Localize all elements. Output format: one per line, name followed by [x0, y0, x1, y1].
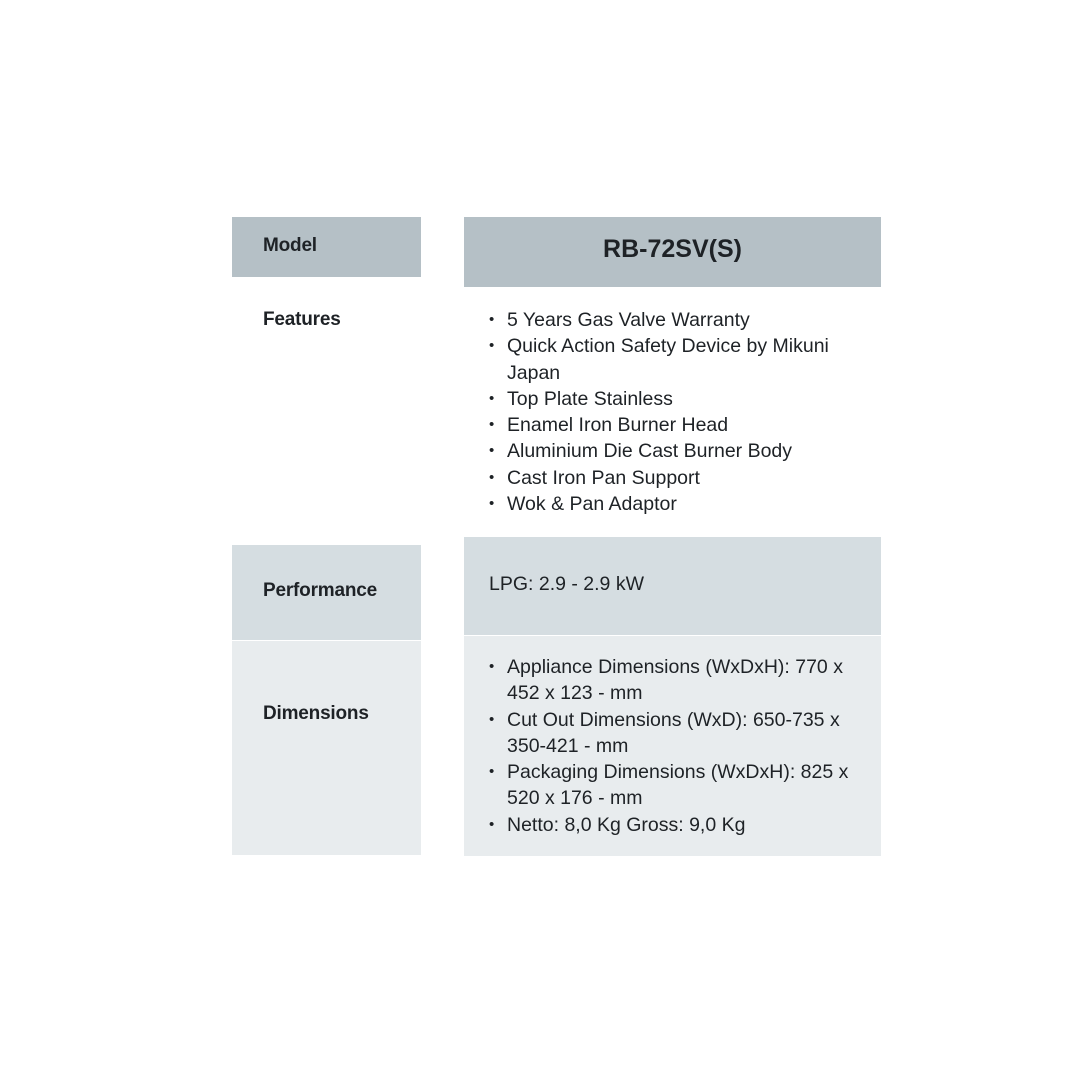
features-label: Features: [263, 309, 341, 330]
performance-label-cell: [232, 545, 421, 640]
list-item: • Cut Out Dimensions (WxD): 650-735 x 350-421 - mm: [489, 707, 874, 760]
performance-value-cell: [464, 537, 881, 635]
features-list: [489, 307, 874, 517]
list-item: • Aluminium Die Cast Burner Body: [489, 438, 874, 464]
model-label-cell: [232, 217, 421, 277]
list-item: • Top Plate Stainless: [489, 386, 874, 412]
model-value-cell: [464, 217, 881, 287]
performance-label: Performance: [263, 580, 377, 601]
dimensions-list: [489, 654, 874, 838]
list-item: • Cast Iron Pan Support: [489, 465, 874, 491]
dimensions-value-cell: [464, 636, 881, 856]
list-item: • Netto: 8,0 Kg Gross: 9,0 Kg: [489, 812, 874, 838]
list-item: • Packaging Dimensions (WxDxH): 825 x 520 x 176 - mm: [489, 759, 874, 812]
list-item: • Wok & Pan Adaptor: [489, 491, 874, 517]
list-item: • Enamel Iron Burner Head: [489, 412, 874, 438]
features-label-cell: [232, 277, 421, 545]
list-item: • Quick Action Safety Device by Mikuni Japan: [489, 333, 874, 386]
model-name: RB-72SV(S): [603, 235, 742, 263]
list-item: • 5 Years Gas Valve Warranty: [489, 307, 874, 333]
dimensions-label: Dimensions: [263, 703, 369, 724]
list-item: • Appliance Dimensions (WxDxH): 770 x 452 x 123 - mm: [489, 654, 874, 707]
model-label: Model: [263, 235, 317, 256]
dimensions-label-cell: [232, 641, 421, 855]
performance-value: LPG: 2.9 - 2.9 kW: [489, 573, 644, 595]
features-value-cell: [464, 287, 881, 537]
